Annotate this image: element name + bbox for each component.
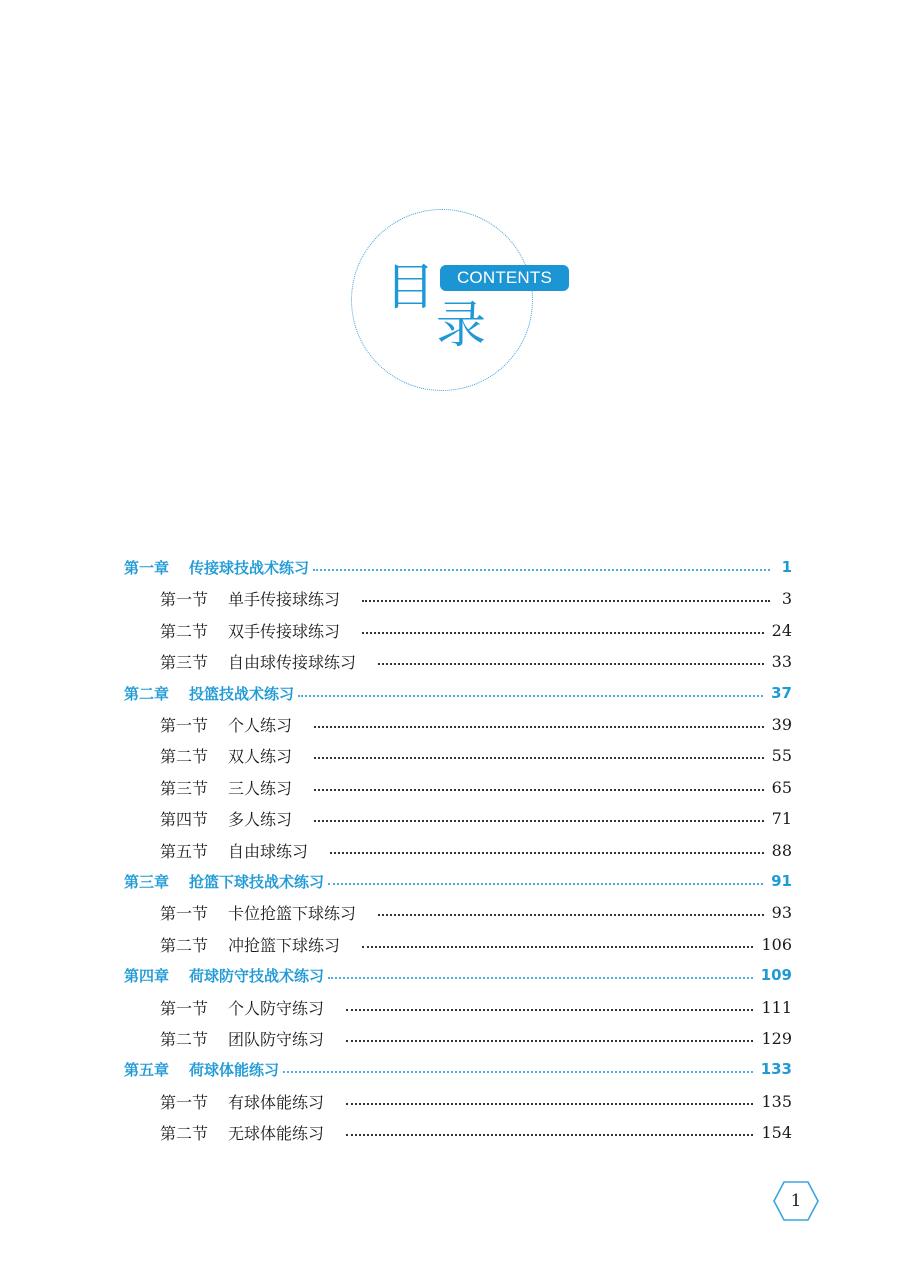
toc-chapter-row[interactable] [124, 679, 792, 707]
page-ref: 37 [771, 684, 792, 702]
toc-entry-label [160, 619, 340, 642]
section-number: 第二节 [160, 935, 209, 955]
toc-entry-label [124, 965, 324, 986]
toc-entry-label [124, 871, 324, 892]
dot-leader [378, 663, 764, 665]
page-ref: 135 [761, 1091, 792, 1111]
toc-entry-label [160, 650, 356, 673]
section-number: 第二节 [160, 1123, 209, 1143]
toc-section-row[interactable] [160, 1087, 792, 1115]
toc-entry-label [160, 1027, 324, 1050]
dot-leader [314, 789, 764, 791]
page-ref: 106 [761, 934, 792, 954]
section-number: 第一节 [160, 903, 209, 923]
dot-leader [314, 726, 764, 728]
toc-section-row[interactable] [160, 804, 792, 832]
section-title: 个人防守练习 [228, 998, 325, 1018]
title-char-lu: 录 [436, 296, 486, 354]
page-ref: 133 [760, 1060, 792, 1078]
section-title: 双手传接球练习 [228, 621, 341, 641]
dot-leader [362, 946, 753, 948]
toc-entry-label [124, 1059, 279, 1080]
toc-section-row[interactable] [160, 898, 792, 926]
page-ref: 129 [761, 1028, 792, 1048]
page-number: 1 [790, 1191, 802, 1211]
toc-section-row[interactable] [160, 836, 792, 864]
page-ref: 109 [760, 966, 792, 984]
toc-chapter-row[interactable] [124, 553, 792, 581]
dot-leader [298, 695, 763, 697]
toc-entry-label [124, 683, 294, 704]
page-ref: 71 [771, 808, 792, 828]
toc-entry-label [160, 933, 340, 956]
chapter-title: 荷球体能练习 [189, 1060, 280, 1079]
dot-leader [314, 820, 764, 822]
page-ref: 39 [771, 714, 792, 734]
section-number: 第三节 [160, 778, 209, 798]
dot-leader [346, 1040, 753, 1042]
chapter-number: 第一章 [124, 558, 170, 577]
chapter-number: 第五章 [124, 1060, 170, 1079]
chapter-title: 投篮技战术练习 [189, 684, 295, 703]
section-title: 冲抢篮下球练习 [228, 935, 341, 955]
section-number: 第一节 [160, 1092, 209, 1112]
toc-entry-label [160, 776, 292, 799]
section-title: 双人练习 [228, 746, 293, 766]
page-number-badge [773, 1181, 819, 1221]
dot-leader [328, 883, 763, 885]
section-number: 第三节 [160, 652, 209, 672]
toc-chapter-row[interactable] [124, 867, 792, 895]
section-number: 第二节 [160, 746, 209, 766]
dot-leader [362, 600, 770, 602]
section-title: 个人练习 [228, 715, 293, 735]
page-ref: 65 [771, 777, 792, 797]
chapter-number: 第四章 [124, 966, 170, 985]
section-number: 第一节 [160, 589, 209, 609]
toc-entry-label [160, 744, 292, 767]
toc-chapter-row[interactable] [124, 1055, 792, 1083]
section-number: 第四节 [160, 809, 209, 829]
dot-leader [346, 1009, 753, 1011]
dot-leader [378, 914, 764, 916]
toc-chapter-row[interactable] [124, 961, 792, 989]
dot-leader [330, 852, 764, 854]
section-title: 三人练习 [228, 778, 293, 798]
chapter-number: 第三章 [124, 872, 170, 891]
toc-section-row[interactable] [160, 647, 792, 675]
contents-emblem [0, 0, 920, 420]
section-title: 有球体能练习 [228, 1092, 325, 1112]
page-ref: 111 [761, 997, 792, 1017]
toc-entry-label [160, 807, 292, 830]
toc-section-row[interactable] [160, 1118, 792, 1146]
section-title: 团队防守练习 [228, 1029, 325, 1049]
dot-leader [313, 569, 770, 571]
toc-section-row[interactable] [160, 930, 792, 958]
title-char-mu: 目 [385, 258, 435, 316]
toc-section-row[interactable] [160, 993, 792, 1021]
page-ref: 24 [771, 620, 792, 640]
toc-entry-label [160, 713, 292, 736]
section-title: 自由球传接球练习 [228, 652, 357, 672]
dot-leader [328, 977, 753, 979]
toc-section-row[interactable] [160, 584, 792, 612]
toc-entry-label [160, 839, 308, 862]
page-ref: 91 [771, 872, 792, 890]
chapter-title: 传接球技战术练习 [189, 558, 310, 577]
toc-entry-label [160, 901, 356, 924]
toc-section-row[interactable] [160, 1024, 792, 1052]
section-title: 单手传接球练习 [228, 589, 341, 609]
section-number: 第二节 [160, 621, 209, 641]
section-number: 第一节 [160, 715, 209, 735]
chapter-number: 第二章 [124, 684, 170, 703]
dot-leader [346, 1103, 753, 1105]
toc-entry-label [124, 557, 309, 578]
section-number: 第五节 [160, 841, 209, 861]
dot-leader [283, 1071, 753, 1073]
section-number: 第二节 [160, 1029, 209, 1049]
page-ref: 33 [771, 651, 792, 671]
contents-label: CONTENTS [440, 265, 569, 291]
page-ref: 93 [771, 902, 792, 922]
toc-entry-label [160, 1121, 324, 1144]
section-title: 自由球练习 [228, 841, 309, 861]
page-ref: 88 [771, 840, 792, 860]
page-ref: 55 [771, 745, 792, 765]
page-ref: 1 [781, 558, 792, 576]
toc-section-row[interactable] [160, 741, 792, 769]
section-title: 无球体能练习 [228, 1123, 325, 1143]
page-ref: 154 [761, 1122, 792, 1142]
toc-section-row[interactable] [160, 773, 792, 801]
chapter-title: 荷球防守技战术练习 [189, 966, 325, 985]
section-title: 卡位抢篮下球练习 [228, 903, 357, 923]
dot-leader [346, 1134, 753, 1136]
toc-section-row[interactable] [160, 710, 792, 738]
dot-leader [314, 757, 764, 759]
toc-entry-label [160, 587, 340, 610]
toc-entry-label [160, 1090, 324, 1113]
page-ref: 3 [781, 588, 792, 608]
chapter-title: 抢篮下球技战术练习 [189, 872, 325, 891]
section-number: 第一节 [160, 998, 209, 1018]
dot-leader [362, 632, 764, 634]
toc-entry-label [160, 996, 324, 1019]
section-title: 多人练习 [228, 809, 293, 829]
toc-section-row[interactable] [160, 616, 792, 644]
